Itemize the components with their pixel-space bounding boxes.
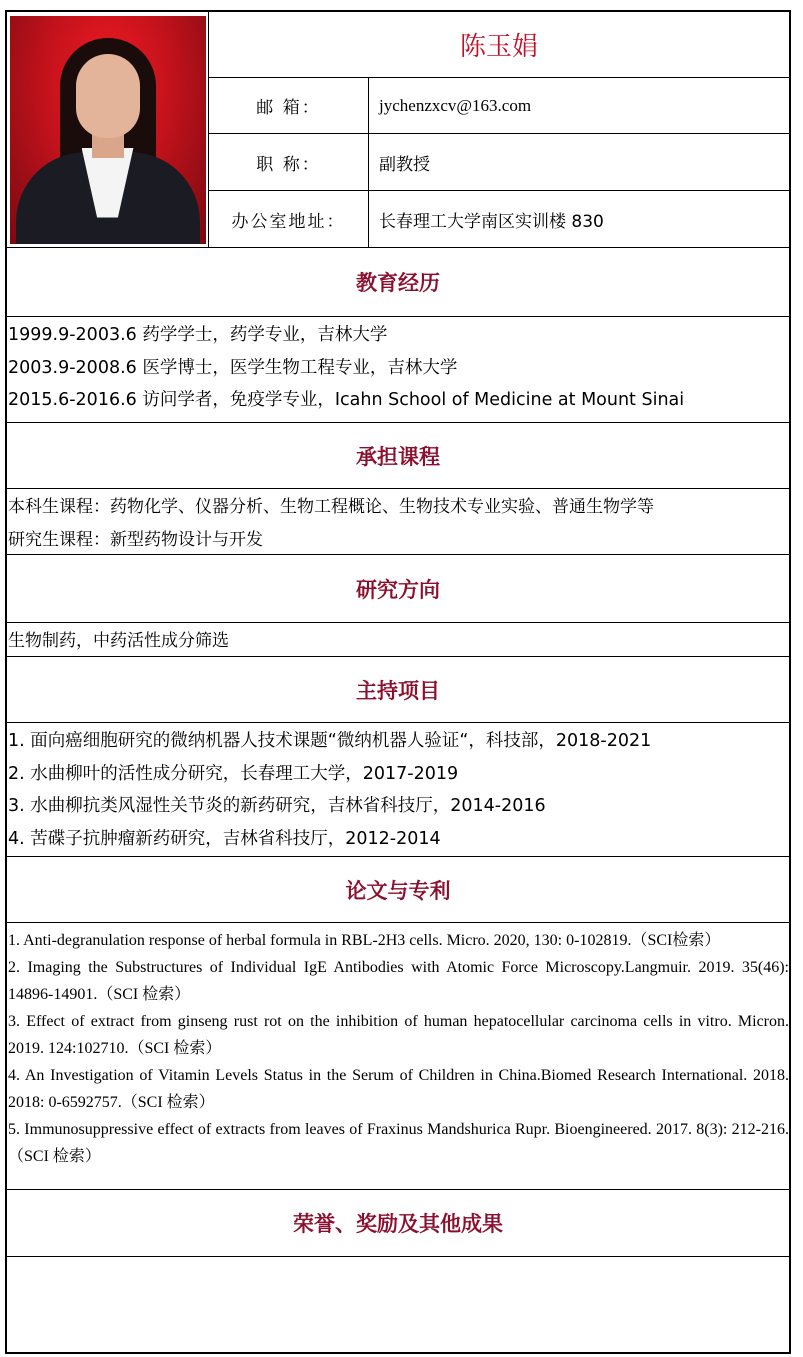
photo-cell: [7, 12, 209, 247]
section-heading-education: 教育经历: [7, 248, 789, 317]
education-content: [7, 317, 789, 423]
email-row: [209, 78, 789, 134]
section-heading-research: 研究方向: [7, 555, 789, 623]
profile-table: [5, 10, 791, 1354]
paper-item: 2. Imaging the Substructures of Individual IgE Antibodies with Atomic Force Microscopy.Langmuir. 2019. 35(46): 14896-14901.（SCI 检索）: [8, 959, 789, 1003]
title-row: [209, 134, 789, 191]
education-item: 2015.6-2016.6 访问学者，免疫学专业，Icahn School of Medicine at Mount Sinai: [8, 390, 685, 410]
project-item: 1. 面向癌细胞研究的微纳机器人技术课题“微纳机器人验证“，科技部，2018-2021: [8, 731, 652, 751]
paper-item: 4. An Investigation of Vitamin Levels Status in the Serum of Children in China.Biomed Research International. 2018. 2018: 0-6592757.（SCI 检索）: [8, 1067, 789, 1111]
course-item: 研究生课程：新型药物设计与开发: [8, 530, 263, 550]
office-row: [209, 191, 789, 247]
section-heading-projects: 主持项目: [7, 657, 789, 723]
title-value: 副教授: [379, 154, 430, 175]
paper-item: 5. Immunosuppressive effect of extracts from leaves of Fraxinus Mandshurica Rupr. Bioengineered. 2017. 8(3): 212-216.（SCI 检索）: [8, 1121, 789, 1165]
research-item: 生物制药，中药活性成分筛选: [8, 631, 229, 651]
section-heading-courses: 承担课程: [7, 423, 789, 489]
office-value: 长春理工大学南区实训楼 830: [379, 211, 604, 232]
person-name: 陈玉娟: [209, 12, 789, 78]
profile-info: [209, 12, 789, 247]
title-label: 职 称：: [209, 134, 369, 190]
office-label: 办公室地址：: [209, 191, 369, 247]
project-item: 2. 水曲柳叶的活性成分研究，长春理工大学，2017-2019: [8, 763, 459, 784]
education-item: 1999.9-2003.6 药学学士，药学专业，吉林大学: [8, 325, 388, 345]
course-item: 本科生课程：药物化学、仪器分析、生物工程概论、生物技术专业实验、普通生物学等: [8, 497, 654, 517]
projects-content: [7, 723, 789, 857]
email-label: 邮 箱：: [209, 78, 369, 133]
research-content: [7, 623, 789, 657]
paper-item: 3. Effect of extract from ginseng rust rot on the inhibition of human hepatocellular carcinoma cells in vitro. Micron. 2019. 124:102710.（SCI 检索）: [8, 1013, 789, 1057]
paper-item: 1. Anti-degranulation response of herbal formula in RBL-2H3 cells. Micro. 2020, 130: 0-102819.（SCI检索）: [8, 932, 721, 949]
courses-content: [7, 489, 789, 555]
email-value[interactable]: jychenzxcv@163.com: [379, 95, 532, 115]
section-heading-honors: 荣誉、奖励及其他成果: [7, 1190, 789, 1257]
section-heading-papers: 论文与专利: [7, 857, 789, 923]
education-item: 2003.9-2008.6 医学博士，医学生物工程专业，吉林大学: [8, 357, 458, 378]
portrait-photo: [10, 16, 206, 244]
project-item: 3. 水曲柳抗类风湿性关节炎的新药研究，吉林省科技厅，2014-2016: [8, 796, 546, 816]
project-item: 4. 苦碟子抗肿瘤新药研究，吉林省科技厅，2012-2014: [8, 828, 441, 849]
papers-content: [7, 923, 789, 1190]
honors-content: [7, 1257, 789, 1352]
profile-header-row: [7, 12, 789, 248]
